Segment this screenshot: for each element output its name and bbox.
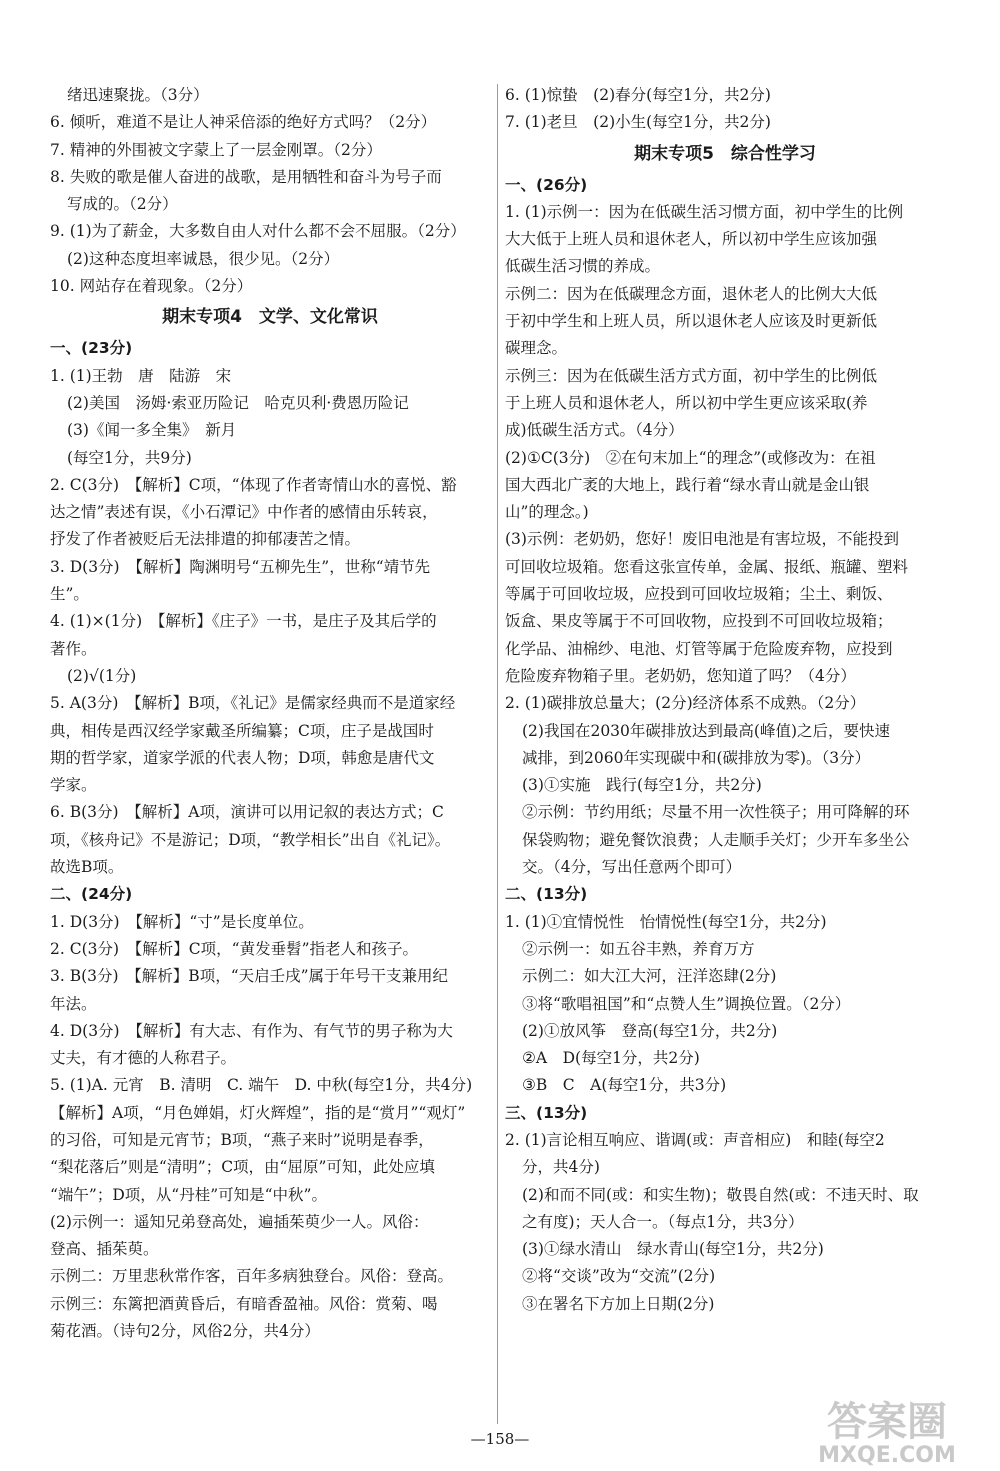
answer-line: 典，相传是西汉经学家戴圣所编纂；C项，庄子是战国时	[50, 721, 434, 740]
answer-line: 1. (1)①宜情悦性 怡情悦性(每空1分，共2分)	[505, 912, 827, 931]
answer-line: 3. D(3分) 【解析】陶渊明号“五柳先生”，世称“靖节先	[50, 557, 431, 576]
answer-line: ②示例一：如五谷丰熟，养育万方	[522, 939, 755, 958]
answer-line: 登高、插茱萸。	[50, 1240, 159, 1259]
answer-line: 保袋购物；避免餐饮浪费；人走顺手关灯；少开车多坐公	[522, 830, 910, 849]
answer-line: 期的哲学家，道家学派的代表人物；D项，韩愈是唐代文	[50, 748, 435, 767]
answer-line: (3)《闻一多全集》 新月	[67, 421, 237, 440]
answer-line: “梨花落后”则是“清明”；C项，由“屈原”可知，此处应填	[50, 1158, 435, 1177]
section-label: 二、(13分)	[505, 885, 588, 904]
answer-line: “端午”；D项，从“丹桂”可知是“中秋”。	[50, 1185, 327, 1204]
answer-line: 2. C(3分) 【解析】C项，“体现了作者寄情山水的喜悦、豁	[50, 475, 457, 494]
answer-line: 9. (1)为了薪金，大多数自由人对什么都不会不屈服。（2分）	[50, 222, 466, 241]
answer-line: 减排，到2060年实现碳中和(碳排放为零)。（3分）	[522, 748, 871, 767]
section-heading: 期末专项5 综合性学习	[634, 143, 816, 164]
answer-line: 之有度)；天人合一。（每点1分，共3分）	[522, 1212, 804, 1231]
answer-line: (2)①放风筝 登高(每空1分，共2分)	[522, 1021, 778, 1040]
answer-line: (3)示例：老奶奶，您好！废旧电池是有害垃圾，不能投到	[505, 530, 899, 549]
answer-line: 示例二：万里悲秋常作客，百年多病独登台。风俗：登高。	[50, 1267, 454, 1286]
answer-line: 国大西北广袤的大地上，践行着“绿水青山就是金山银	[505, 475, 870, 494]
column-divider	[497, 84, 498, 1424]
watermark-url: MXQE.COM	[818, 1443, 956, 1468]
answer-line: 6. 倾听，难道不是让人神采倍添的绝好方式吗？（2分）	[50, 113, 437, 132]
answer-line: 于初中学生和上班人员，所以退休老人应该及时更新低	[505, 312, 878, 331]
answer-line: 示例三：东篱把酒黄昏后，有暗香盈袖。风俗：赏菊、喝	[50, 1294, 438, 1313]
section-label: 一、(26分)	[505, 175, 588, 194]
answer-line: 示例三：因为在低碳生活方式方面，初中学生的比例低	[505, 366, 878, 385]
answer-line: (2)①C(3分) ②在句末加上“的理念”(或修改为：在祖	[505, 448, 876, 467]
left-column	[50, 82, 490, 1345]
answer-line: 分，共4分)	[522, 1158, 600, 1177]
answer-line: (2)示例一：遥知兄弟登高处，遍插茱萸少一人。风俗：	[50, 1212, 429, 1231]
answer-line: 2. (1)言论相互响应、谐调(或：声音相应) 和睦(每空2	[505, 1130, 885, 1149]
answer-line: 【解析】A项，“月色婵娟，灯火辉煌”，指的是“赏月”“观灯”	[50, 1103, 466, 1122]
answer-line: ②示例：节约用纸；尽量不用一次性筷子；用可降解的环	[522, 803, 910, 822]
answer-line: (3)①绿水清山 绿水青山(每空1分，共2分)	[522, 1240, 824, 1259]
answer-line: 达之情”表述有误，《小石潭记》中作者的感情由乐转哀，	[50, 503, 438, 522]
answer-line: 10. 网站存在着现象。（2分）	[50, 277, 253, 296]
answer-line: 成)低碳生活方式。（4分）	[505, 421, 684, 440]
answer-line: 项，《核舟记》不是游记；D项，“教学相长”出自《礼记》。	[50, 830, 451, 849]
answer-line: 年法。	[50, 994, 97, 1013]
answer-line: 学家。	[50, 776, 97, 795]
answer-line: 大大低于上班人员和退休老人，所以初中学生应该加强	[505, 230, 878, 249]
section-label: 二、(24分)	[50, 885, 133, 904]
answer-line: 饭盒、果皮等属于不可回收物，应投到不可回收垃圾箱；	[505, 612, 893, 631]
answer-line: 危险废弃物箱子里。老奶奶，您知道了吗？（4分）	[505, 666, 856, 685]
answer-line: 示例二：如大江大河，汪洋恣肆(2分)	[522, 967, 777, 986]
answer-line: (2)和而不同(或：和实生物)；敬畏自然(或：不违天时、取	[522, 1185, 919, 1204]
answer-line: 著作。	[50, 639, 97, 658]
answer-line: (3)①实施 践行(每空1分，共2分)	[522, 776, 762, 795]
answer-line: 1. D(3分) 【解析】“寸”是长度单位。	[50, 912, 314, 931]
section-heading: 期末专项4 文学、文化常识	[162, 307, 378, 328]
answer-line: 1. (1)王勃 唐 陆游 宋	[50, 366, 232, 385]
answer-line: 3. B(3分) 【解析】B项，“天启壬戌”属于年号干支兼用纪	[50, 967, 449, 986]
answer-line: 7. 精神的外围被文字蒙上了一层金刚罩。（2分）	[50, 140, 382, 159]
section-label: 一、(23分)	[50, 339, 133, 358]
answer-line: 1. (1)示例一：因为在低碳生活习惯方面，初中学生的比例	[505, 202, 904, 221]
answer-line: ②A D(每空1分，共2分)	[522, 1049, 700, 1068]
page-number: —158—	[470, 1430, 530, 1448]
answer-line: ②将“交谈”改为“交流”(2分)	[522, 1267, 716, 1286]
answer-line: 菊花酒。（诗句2分，风俗2分，共4分）	[50, 1322, 320, 1341]
answer-line: 4. (1)×(1分) 【解析】《庄子》一书，是庄子及其后学的	[50, 612, 437, 631]
answer-line: 于上班人员和退休老人，所以初中学生更应该采取(养	[505, 393, 868, 412]
answer-line: ③在署名下方加上日期(2分)	[522, 1294, 715, 1313]
answer-line: 低碳生活习惯的养成。	[505, 257, 661, 276]
answer-line: 绪迅速聚拢。（3分）	[67, 86, 209, 104]
answer-line: 碳理念。	[505, 339, 568, 358]
answer-line: 的习俗，可知是元宵节；B项，“燕子来时”说明是春季，	[50, 1130, 434, 1149]
answer-line: (2)√(1分)	[67, 666, 137, 685]
answer-line: 7. (1)老旦 (2)小生(每空1分，共2分)	[505, 113, 771, 132]
answer-line: 5. (1)A. 元宵 B. 清明 C. 端午 D. 中秋(每空1分，共4分)	[50, 1076, 473, 1095]
section-label: 三、(13分)	[505, 1103, 588, 1122]
answer-line: 6. B(3分) 【解析】A项，演讲可以用记叙的表达方式；C	[50, 803, 444, 822]
answer-line: (2)这种态度坦率诚恳，很少见。（2分）	[67, 249, 340, 268]
answer-line: 可回收垃圾箱。您看这张宣传单，金属、报纸、瓶罐、塑料	[505, 557, 909, 576]
answer-line: 5. A(3分) 【解析】B项，《礼记》是儒家经典而不是道家经	[50, 694, 456, 713]
answer-line: ③B C A(每空1分，共3分)	[522, 1076, 727, 1095]
answer-line: 4. D(3分) 【解析】有大志、有作为、有气节的男子称为大	[50, 1021, 453, 1040]
answer-line: 丈夫，有才德的人称君子。	[50, 1049, 237, 1068]
watermark-text: 答案圈	[827, 1399, 947, 1445]
answer-line: 故选B项。	[50, 858, 124, 877]
right-column	[505, 82, 945, 1318]
answer-line: 写成的。（2分）	[67, 195, 178, 214]
answer-line: (2)我国在2030年碳排放达到最高(峰值)之后，要快速	[522, 721, 890, 740]
answer-line: 8. 失败的歌是催人奋进的战歌，是用牺牲和奋斗为号子而	[50, 167, 442, 186]
answer-line: 示例二：因为在低碳理念方面，退休老人的比例大大低	[505, 284, 878, 303]
watermark-logo	[812, 1400, 962, 1468]
answer-line: (2)美国 汤姆·索亚历险记 哈克贝利·费恩历险记	[67, 393, 409, 412]
answer-line: 生”。	[50, 585, 89, 604]
answer-line: 6. (1)惊蛰 (2)春分(每空1分，共2分)	[505, 86, 771, 104]
answer-line: 山”的理念。)	[505, 503, 589, 522]
answer-line: 抒发了作者被贬后无法排遣的抑郁凄苦之情。	[50, 530, 361, 549]
answer-line: ③将“歌唱祖国”和“点赞人生”调换位置。（2分）	[522, 994, 851, 1013]
answer-line: 2. C(3分) 【解析】C项，“黄发垂髫”指老人和孩子。	[50, 939, 418, 958]
answer-line: 等属于可回收垃圾，应投到可回收垃圾箱；尘土、剩饭、	[505, 585, 893, 604]
answer-line: (每空1分，共9分)	[67, 448, 192, 467]
answer-line: 2. (1)碳排放总量大；(2分)经济体系不成熟。（2分）	[505, 694, 866, 713]
answer-line: 交。（4分，写出任意两个即可）	[522, 858, 742, 877]
answer-line: 化学品、油棉纱、电池、灯管等属于危险废弃物，应投到	[505, 639, 893, 658]
